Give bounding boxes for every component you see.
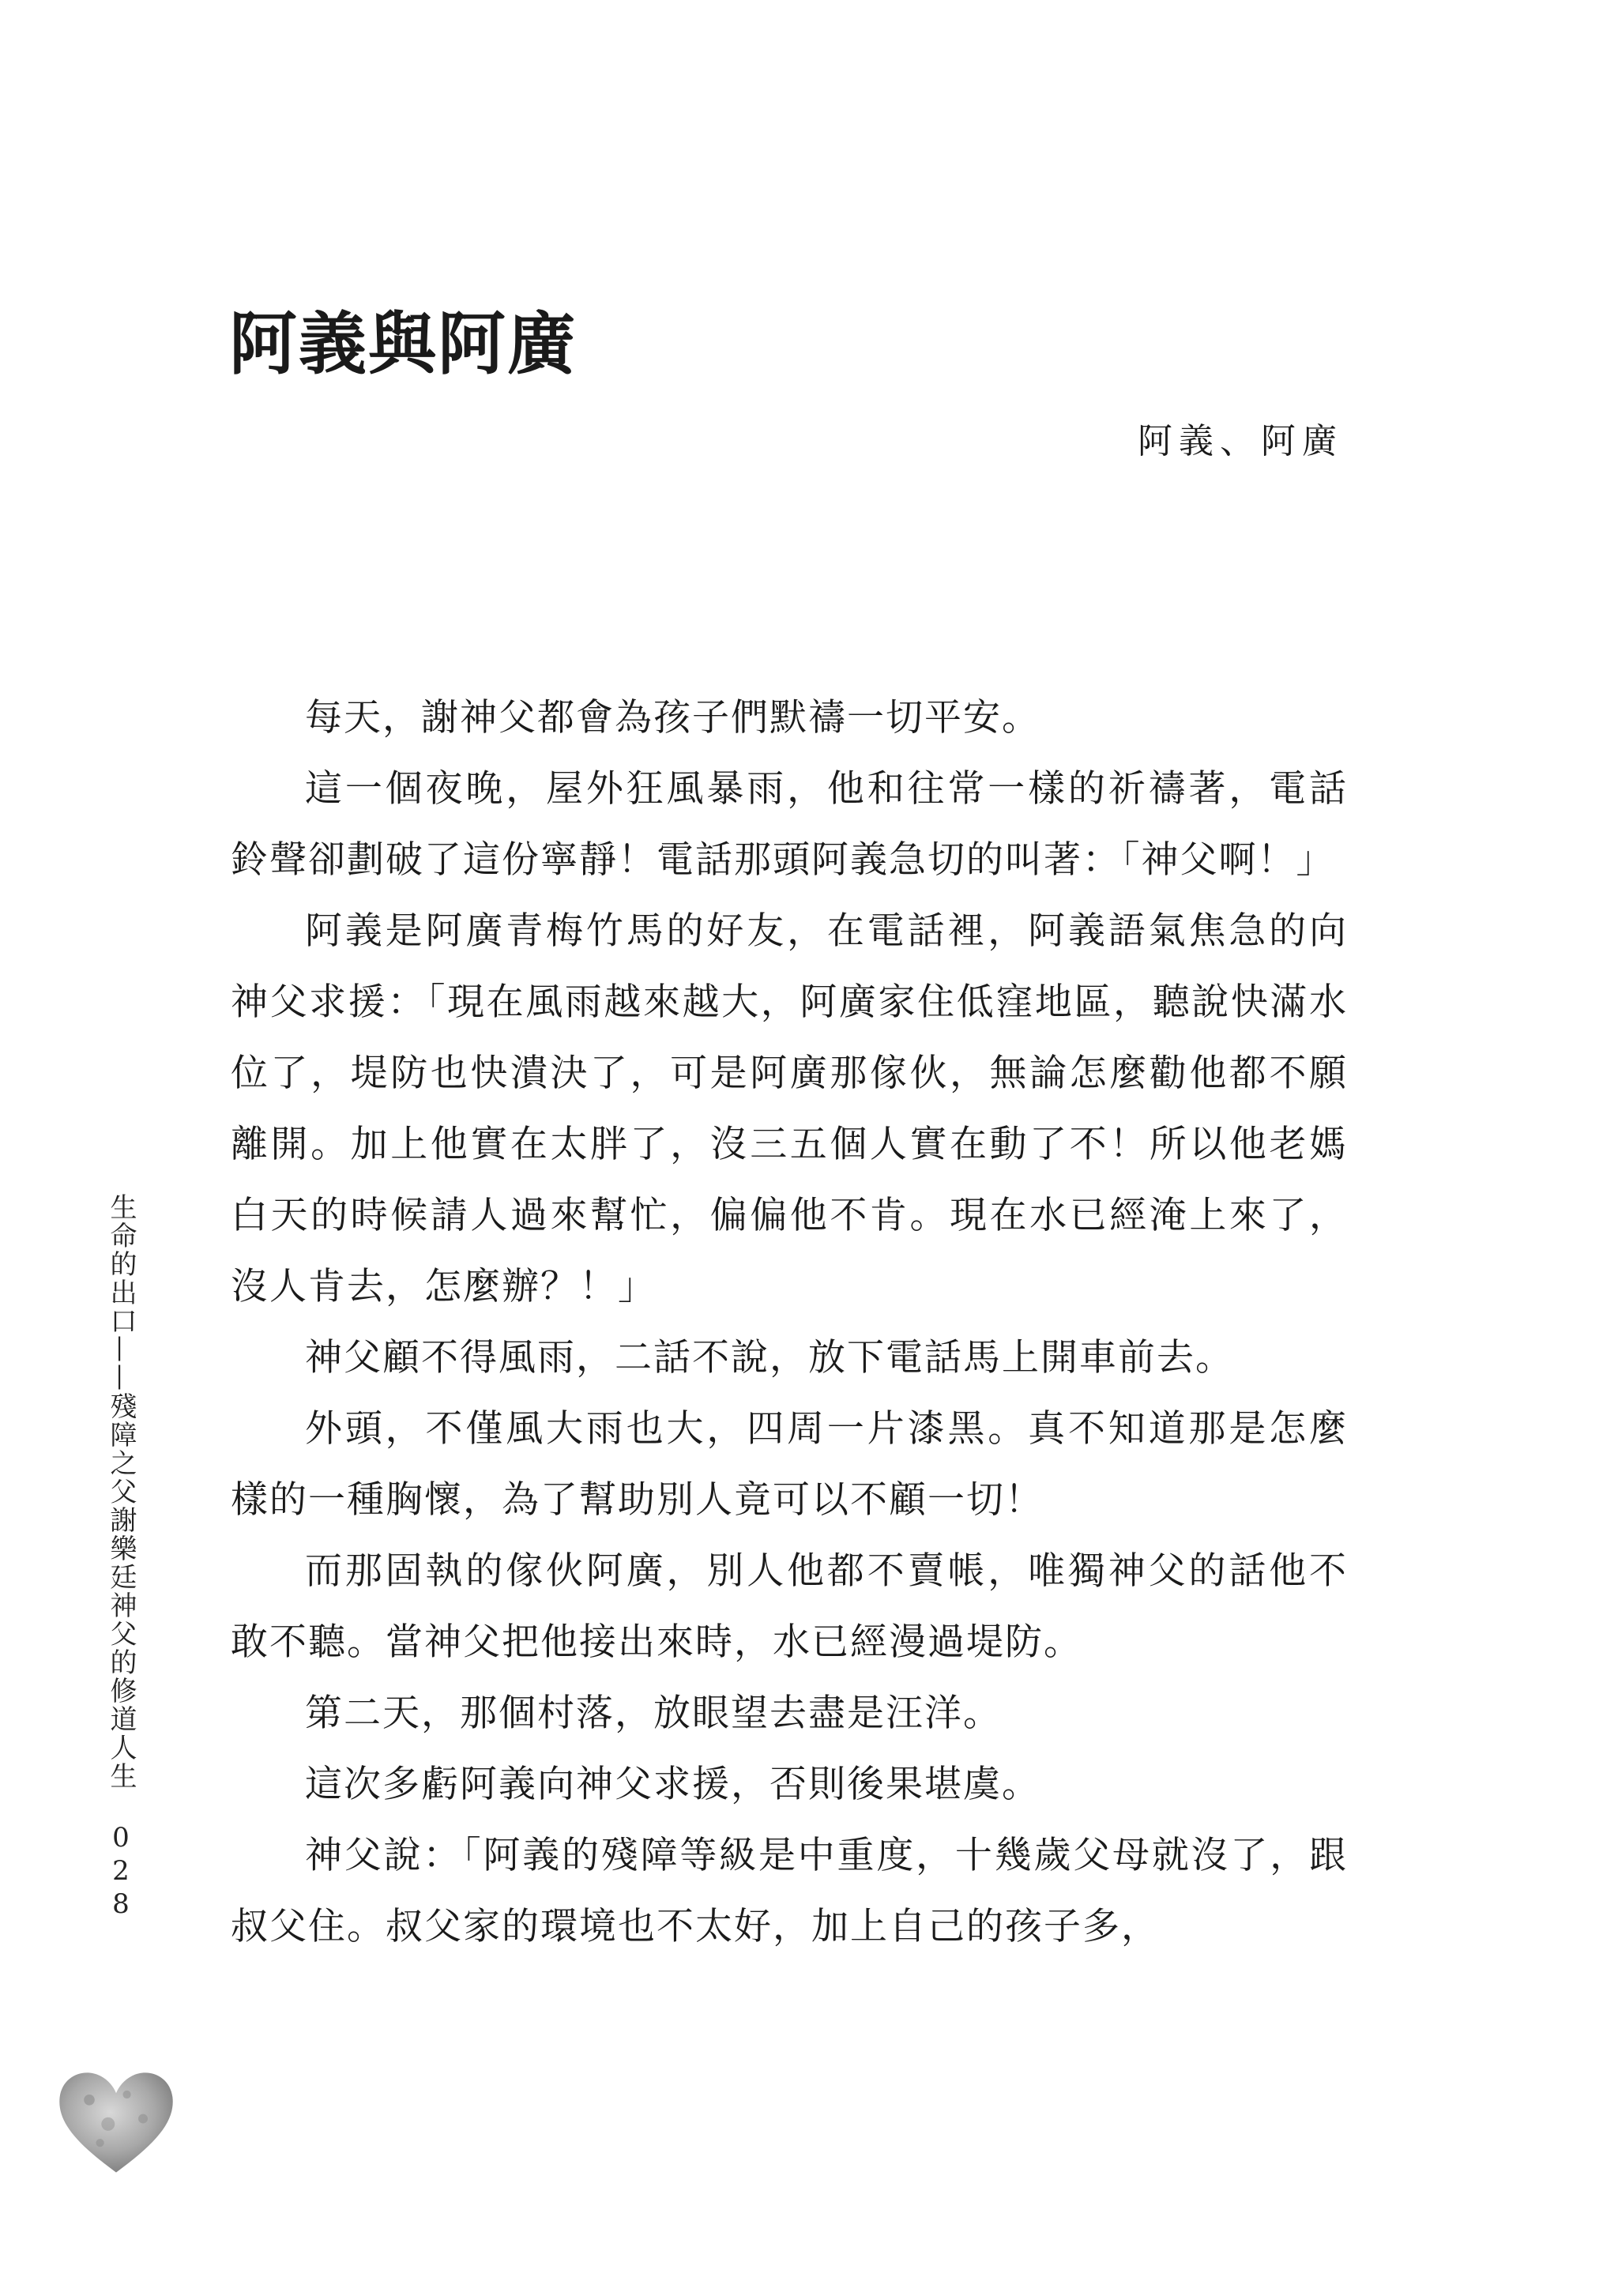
paragraph: 這次多虧阿義向神父求援，否則後果堪虞。 <box>305 1763 1040 1806</box>
chapter-title: 阿義與阿廣 <box>229 305 577 384</box>
footer-book-title: 生命的出口 <box>105 1193 137 1335</box>
paragraph: 每天，謝神父都會為孩子們默禱一切平安。 <box>305 696 1040 740</box>
footer-subtitle: 殘障之父謝樂廷神父的修道人生 <box>105 1392 137 1790</box>
footer-separator: —— <box>105 1335 137 1392</box>
paragraph: 神父說：「阿義的殘障等級是中重度，十幾歲父母就沒了，跟叔父住。叔父家的環境也不太好，加上自己的孩子多， <box>231 1834 1348 1948</box>
paragraph: 第二天，那個村落，放眼望去盡是汪洋。 <box>305 1692 1002 1735</box>
paragraph: 而那固執的傢伙阿廣，別人他都不賣帳，唯獨神父的話他不敢不聽。當神父把他接出來時，水已經漫過堤防。 <box>231 1549 1348 1664</box>
paragraph: 外頭，不僅風大雨也大，四周一片漆黑。真不知道那是怎麼樣的一種胸懷，為了幫助別人竟可以不顧一切！ <box>231 1407 1348 1522</box>
page-number: 028 <box>105 1822 137 1921</box>
paragraph: 這一個夜晚，屋外狂風暴雨，他和往常一樣的祈禱著，電話鈴聲卻劃破了這份寧靜！電話那頭阿義急切的叫著：「神父啊！」 <box>231 767 1348 882</box>
chapter-byline: 阿義、阿廣 <box>1138 421 1343 461</box>
heart-icon <box>49 2054 183 2189</box>
paragraph: 神父顧不得風雨，二話不說，放下電話馬上開車前去。 <box>305 1336 1234 1379</box>
paragraph: 阿義是阿廣青梅竹馬的好友，在電話裡，阿義語氣焦急的向神父求援：「現在風雨越來越大，阿廣家住低窪地區，聽說快滿水位了，堤防也快潰決了，可是阿廣那傢伙，無論怎麼勸他都不願離開。加上他實在太胖了，沒三五個人實在動了不！所以他老媽白天的時候請人過來幫忙，偏偏他不肯。現在水已經淹上來了，沒人肯去，怎麼辦？！」 <box>231 909 1348 1308</box>
running-footer <box>96 1193 136 1921</box>
body-text <box>231 683 1348 1963</box>
